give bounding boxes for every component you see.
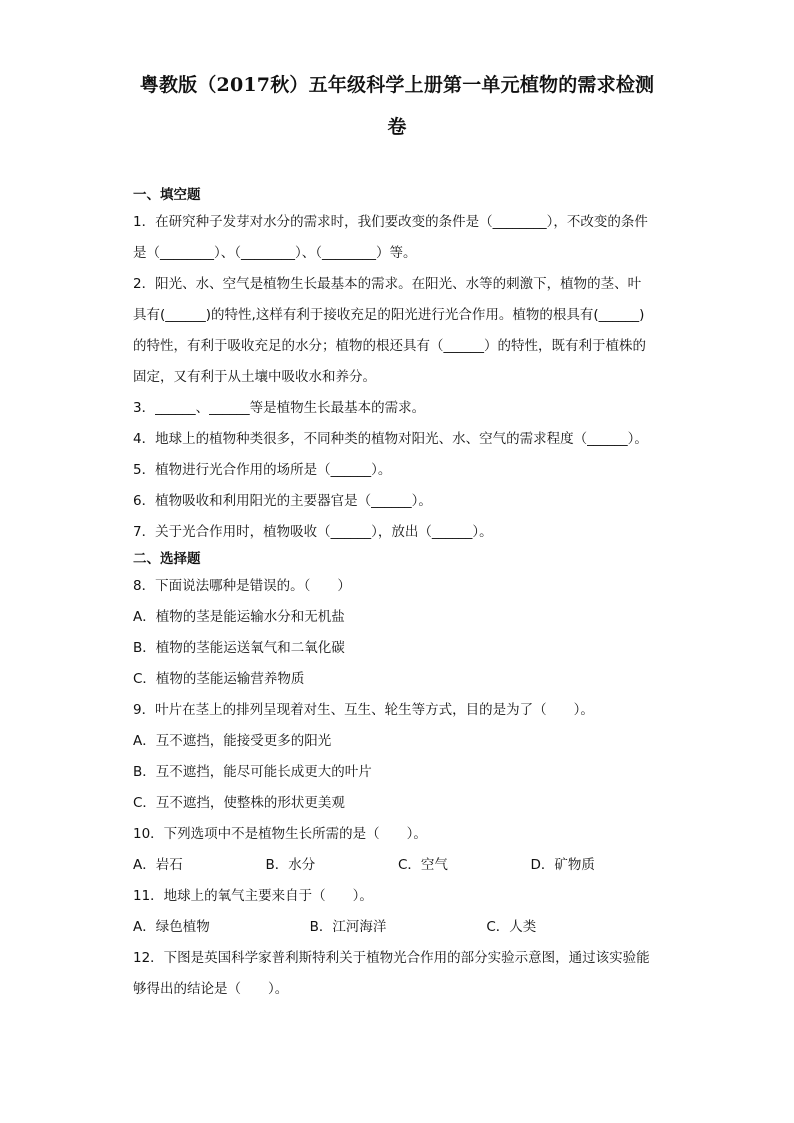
option-a: A．互不遮挡，能接受更多的阳光 [133, 733, 332, 749]
question-list [133, 184, 663, 1005]
option-b: B．互不遮挡，能尽可能长成更大的叶片 [133, 764, 372, 780]
question-line: 1．在研究种子发芽对水分的需求时，我们要改变的条件是（________），不改变的条件 [133, 214, 648, 230]
question-stem: 9．叶片在茎上的排列呈现着对生、互生、轮生等方式，目的是为了（ ）。 [133, 702, 594, 718]
question-9 [133, 695, 663, 819]
option-c: C．空气 [398, 857, 448, 873]
section-heading-choice: 二、选择题 [133, 551, 201, 567]
question-6: 6．植物吸收和利用阳光的主要器官是（______）。 [133, 493, 432, 509]
question-7: 7．关于光合作用时，植物吸收（______），放出（______）。 [133, 524, 493, 540]
question-3: 3．______、______等是植物生长最基本的需求。 [133, 400, 426, 416]
section-heading-fill: 一、填空题 [133, 187, 201, 203]
question-line: 的特性，有利于吸收充足的水分；植物的根还具有（______）的特性，既有利于植株的 [133, 338, 646, 354]
option-a: A．岩石 [133, 857, 183, 873]
option-b: B．水分 [265, 857, 316, 873]
question-11 [133, 881, 663, 943]
question-line: 固定，又有利于从土壤中吸收水和养分。 [133, 369, 376, 385]
option-d: D．矿物质 [530, 857, 595, 873]
question-line: 2．阳光、水、空气是植物生长最基本的需求。在阳光、水等的刺激下，植物的茎、叶 [133, 276, 642, 292]
option-c: C．人类 [486, 919, 537, 935]
option-row [133, 912, 663, 943]
question-2 [133, 269, 663, 393]
question-1 [133, 207, 663, 269]
question-line: 12．下图是英国科学家普利斯特利关于植物光合作用的部分实验示意图，通过该实验能 [133, 950, 650, 966]
option-row [133, 850, 663, 881]
question-10 [133, 819, 663, 881]
question-line: 够得出的结论是（ ）。 [133, 981, 289, 997]
question-line: 是（________）、（________）、（________）等。 [133, 245, 417, 261]
title-line-2: 卷 [387, 116, 407, 138]
question-stem: 8．下面说法哪种是错误的。（ ） [133, 578, 351, 594]
question-4: 4．地球上的植物种类很多，不同种类的植物对阳光、水、空气的需求程度（______）。 [133, 431, 648, 447]
option-a: A．植物的茎是能运输水分和无机盐 [133, 609, 345, 625]
option-c: C．互不遮挡，使整株的形状更美观 [133, 795, 345, 811]
title-line-1: 粤教版（2017秋）五年级科学上册第一单元植物的需求检测 [139, 74, 655, 96]
page-title [120, 64, 674, 148]
option-a: A．绿色植物 [133, 919, 210, 935]
question-8 [133, 571, 663, 695]
question-12 [133, 943, 663, 1005]
question-stem: 10．下列选项中不是植物生长所需的是（ ）。 [133, 826, 427, 842]
question-stem: 11．地球上的氧气主要来自于（ ）。 [133, 888, 373, 904]
option-b: B．植物的茎能运送氧气和二氧化碳 [133, 640, 345, 656]
question-5: 5．植物进行光合作用的场所是（______）。 [133, 462, 392, 478]
option-c: C．植物的茎能运输营养物质 [133, 671, 305, 687]
question-line: 具有(______)的特性,这样有利于接收充足的阳光进行光合作用。植物的根具有(______) [133, 307, 645, 323]
option-b: B．江河海洋 [309, 919, 387, 935]
